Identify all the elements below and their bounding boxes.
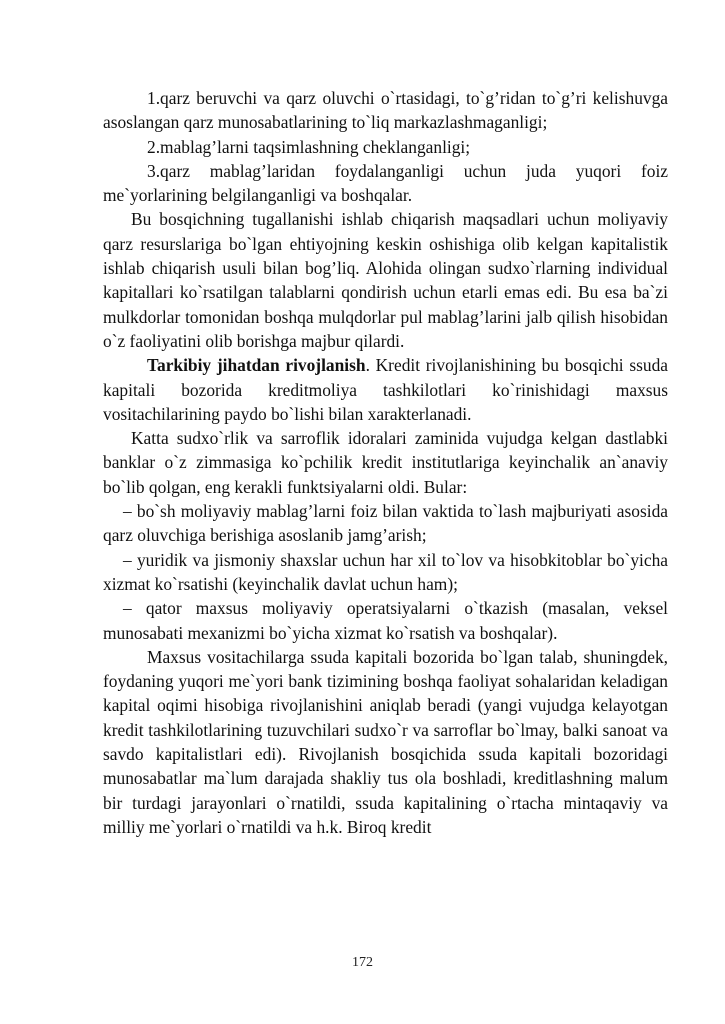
dash-item-2: – yuridik va jismoniy shaxslar uchun har xil to`lov va hisobkitoblar bo`yicha xizmat ko`rsatishi (keyinchalik davlat uchun ham); xyxy=(103,549,668,594)
section-heading: Tarkibiy jihatdan rivojlanish xyxy=(147,355,366,376)
paragraph-completion: Bu bosqichning tugallanishi ishlab chiqarish maqsadlari uchun moliyaviy qarz resurslariga bo`lgan ehtiyojning keskin oshishiga olib kelgan kapitalistik ishlab chiqarish usuli bilan bog’liq. Alohida olingan sudxo`rlarning individual kapitallari ko`rsatilgan talablarni qondirish uchun etarli emas edi. Bu esa ba`zi mulkdorlar tomonidan boshqa mulqdorlar pul mablag’larini jalb qilish hisobidan o`z faoliyatini olib borishga majbur qilardi. xyxy=(103,209,668,351)
dash-item-3: – qator maxsus moliyaviy operatsiyalarni o`tkazish (masalan, veksel munosabati mexanizmi bo`yicha xizmat ko`rsatish va boshqalar). xyxy=(103,598,668,643)
page-number: 172 xyxy=(352,955,373,970)
paragraph-text: . Kredit rivojlanishining bu bosqichi ssuda kapitali bozorida kreditmoliya tashkilotlari ko`rinishidagi maxsus vositachilarining paydo bo`lishi bilan xarakterlanadi. xyxy=(103,355,668,424)
paragraph-banks: Katta sudxo`rlik va sarroflik idoralari zaminida vujudga kelgan dastlabki banklar o`z zimmasiga ko`pchilik kredit institutlariga keyinchalik an`anaviy bo`lib qolgan, eng kerakli funktsiyalarni oldi. Bular: xyxy=(103,428,668,497)
list-item-2: 2.mablag’larni taqsimlashning cheklanganligi; xyxy=(147,136,471,157)
list-item-1: 1.qarz beruvchi va qarz oluvchi o`rtasidagi, to`g’ridan to`g’ri kelishuvga asoslangan qarz munosabatlarining to`liq markazlashmaganligi; xyxy=(103,88,668,133)
dash-item-1: – bo`sh moliyaviy mablag’larni foiz bilan vaktida to`lash majburiyati asosida qarz oluvchiga berishiga asoslanib jamg’arish; xyxy=(103,501,668,546)
paragraph-intermediaries: Maxsus vositachilarga ssuda kapitali bozorida bo`lgan talab, shuningdek, foydaning yuqori me`yori bank tizimining boshqa faoliyat sohalaridan keladigan kapital oqimi hisobiga rivojlanishini aniqlab beradi (yangi vujudga kelayotgan kredit tashkilotlarining tuzuvchilari sudxo`r va sarroflar bo`lmay, balki sanoat va savdo kapitalistlari edi). Rivojlanish bosqichida ssuda kapitali bozoridagi munosabatlar ma`lum darajada shakliy tus ola boshladi, kreditlashning malum bir turdagi jarayonlari o`rnatildi, ssuda kapitalining o`rtacha mintaqaviy va milliy me`yorlari o`rnatildi va h.k. Biroq kredit xyxy=(103,646,668,837)
list-item-3: 3.qarz mablag’laridan foydalanganligi uchun juda yuqori foiz me`yorlarining belgilanganligi va boshqalar. xyxy=(103,160,668,206)
paragraph-structural-development xyxy=(103,353,668,426)
document-page xyxy=(103,86,668,839)
